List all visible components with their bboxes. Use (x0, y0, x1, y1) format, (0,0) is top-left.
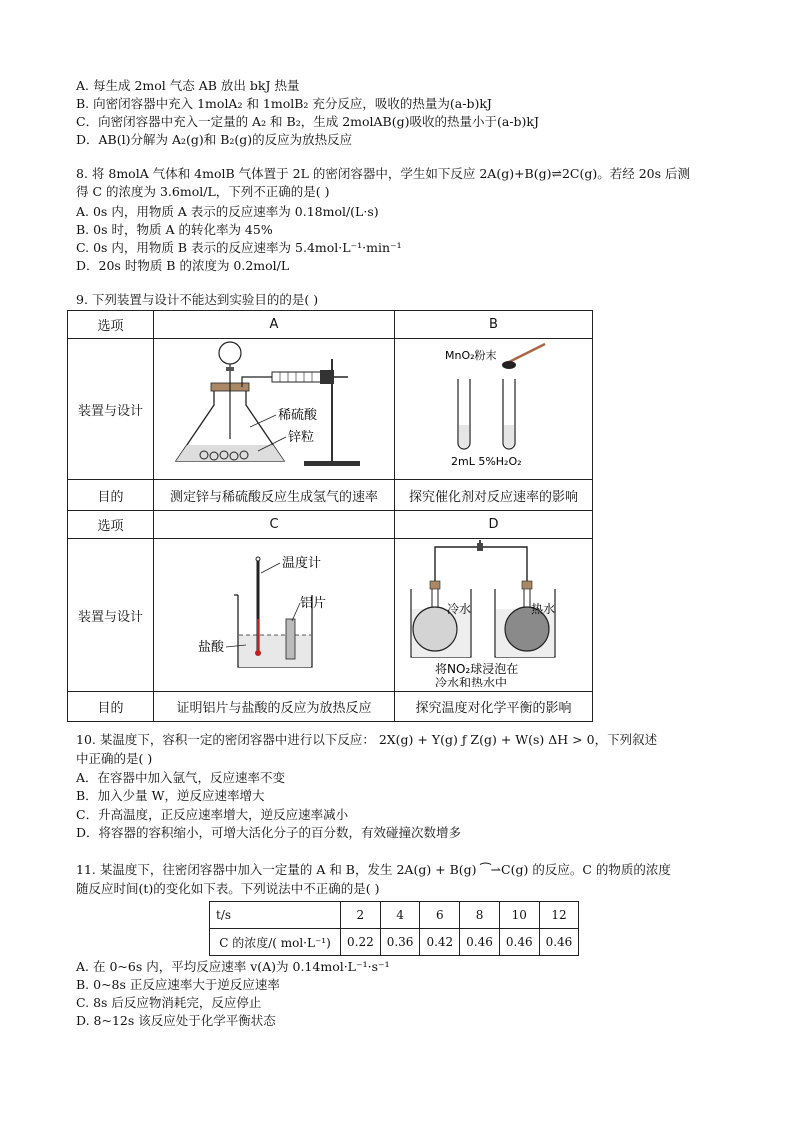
q9-option-header-2: 选项 (68, 511, 154, 539)
table-row-label-concentration: C 的浓度/( mol·L⁻¹) (210, 929, 341, 956)
q11-data-table (209, 901, 579, 956)
q9-figure-c (154, 539, 395, 692)
q9-purpose-d: 探究温度对化学平衡的影响 (395, 692, 593, 722)
q9-device-label: 装置与设计 (68, 339, 154, 480)
q9-col-d: D (395, 511, 593, 539)
q8-stem-line2: 得 C 的浓度为 3.6mol/L，下列不正确的是( ) (76, 184, 330, 199)
table-conc-cell: 0.36 (380, 929, 420, 956)
label-aluminium-strip: 铝片 (300, 596, 327, 611)
q9-purpose-label-1: 目的 (68, 480, 154, 511)
q9-purpose-a: 测定锌与稀硫酸反应生成氢气的速率 (154, 480, 395, 511)
table-time-cell: 8 (460, 902, 500, 929)
q9-option-header: 选项 (68, 311, 154, 339)
caption-line2: 冷水和热水中 (435, 676, 508, 687)
apparatus-a-figure (154, 339, 394, 475)
q10-option-d: D．将容器的容积缩小，可增大活化分子的百分数，有效碰撞次数增多 (76, 825, 462, 840)
q7-option-d: D．AB(l)分解为 A₂(g)和 B₂(g)的反应为放热反应 (76, 132, 353, 147)
caption-line1: 将NO₂球浸泡在 (435, 662, 519, 676)
table-conc-cell: 0.46 (460, 929, 500, 956)
q9-device-label-2: 装置与设计 (68, 539, 154, 692)
q11-option-b: B. 0~8s 正反应速率大于逆反应速率 (76, 977, 280, 992)
q10-stem-line2: 中正确的是( ) (76, 751, 153, 766)
q7-option-b: B. 向密闭容器中充入 1molA₂ 和 1molB₂ 充分反应，吸收的热量为(a-b)kJ (76, 96, 492, 111)
q10-option-c: C．升高温度，正反应速率增大，逆反应速率减小 (76, 807, 349, 822)
label-hot-water: 热水 (531, 602, 556, 616)
q9-table (67, 310, 593, 722)
q9-purpose-c: 证明铝片与盐酸的反应为放热反应 (154, 692, 395, 722)
q9-col-a: A (154, 311, 395, 339)
q7-option-c: C．向密闭容器中充入一定量的 A₂ 和 B₂，生成 2molAB(g)吸收的热量小于(a-b)kJ (76, 114, 540, 129)
q10-option-b: B．加入少量 W，逆反应速率增大 (76, 788, 265, 803)
q9-figure-a (154, 339, 395, 480)
q9-col-c: C (154, 511, 395, 539)
table-header-time: t/s (210, 902, 341, 929)
table-conc-cell: 0.42 (420, 929, 460, 956)
apparatus-b-figure (395, 339, 592, 475)
q9-figure-d (395, 539, 593, 692)
q8-option-d: D．20s 时物质 B 的浓度为 0.2mol/L (76, 258, 290, 273)
table-conc-cell: 0.22 (341, 929, 381, 956)
q9-purpose-label-2: 目的 (68, 692, 154, 722)
table-time-cell: 2 (341, 902, 381, 929)
q11-stem-line1: 11. 某温度下，往密闭容器中加入一定量的 A 和 B，发生 2A(g) + B(g) ⁀⇀C(g) 的反应。C 的物质的浓度 (76, 862, 671, 877)
q10-option-a: A．在容器中加入氩气，反应速率不变 (76, 770, 286, 785)
q11-option-d: D. 8~12s 该反应处于化学平衡状态 (76, 1013, 276, 1028)
label-cold-water: 冷水 (447, 602, 472, 616)
q9-stem: 9. 下列装置与设计不能达到实验目的的是( ) (76, 292, 319, 307)
q10-stem-line1: 10. 某温度下，容积一定的密闭容器中进行以下反应： 2X(g) + Y(g) ƒ Z(g) + W(s) ΔH > 0，下列叙述 (76, 732, 658, 747)
q7-option-a: A. 每生成 2mol 气态 AB 放出 bkJ 热量 (76, 78, 300, 93)
q8-option-a: A. 0s 内，用物质 A 表示的反应速率为 0.18mol/(L·s) (76, 204, 379, 219)
label-hydrochloric-acid: 盐酸 (198, 640, 225, 655)
q11-stem-line2: 随反应时间(t)的变化如下表。下列说法中不正确的是( ) (76, 881, 380, 896)
q9-purpose-b: 探究催化剂对反应速率的影响 (395, 480, 593, 511)
q8-option-c: C. 0s 内，用物质 B 表示的反应速率为 5.4mol·L⁻¹·min⁻¹ (76, 240, 402, 255)
label-mno2-powder: MnO₂粉末 (445, 349, 497, 362)
q11-option-c: C. 8s 后反应物消耗完，反应停止 (76, 995, 262, 1010)
table-conc-cell: 0.46 (539, 929, 579, 956)
apparatus-d-figure (395, 539, 592, 687)
table-conc-cell: 0.46 (499, 929, 539, 956)
q8-stem-line1: 8. 将 8molA 气体和 4molB 气体置于 2L 的密闭容器中，学生如下反应 2A(g)+B(g)⇌2C(g)。若经 20s 后测 (76, 166, 691, 181)
apparatus-c-figure (154, 539, 394, 687)
q9-figure-b (395, 339, 593, 480)
table-time-cell: 10 (499, 902, 539, 929)
label-thermometer: 温度计 (282, 556, 322, 571)
q9-col-b: B (395, 311, 593, 339)
label-zinc-granules: 锌粒 (288, 430, 315, 445)
table-time-cell: 4 (380, 902, 420, 929)
q11-option-a: A. 在 0~6s 内，平均反应速率 v(A)为 0.14mol·L⁻¹·s⁻¹ (76, 959, 390, 974)
table-time-cell: 6 (420, 902, 460, 929)
label-h2o2-solution: 2mL 5%H₂O₂ (451, 455, 522, 468)
q8-option-b: B. 0s 时，物质 A 的转化率为 45% (76, 222, 273, 237)
label-dilute-sulfuric-acid: 稀硫酸 (278, 408, 318, 423)
table-time-cell: 12 (539, 902, 579, 929)
